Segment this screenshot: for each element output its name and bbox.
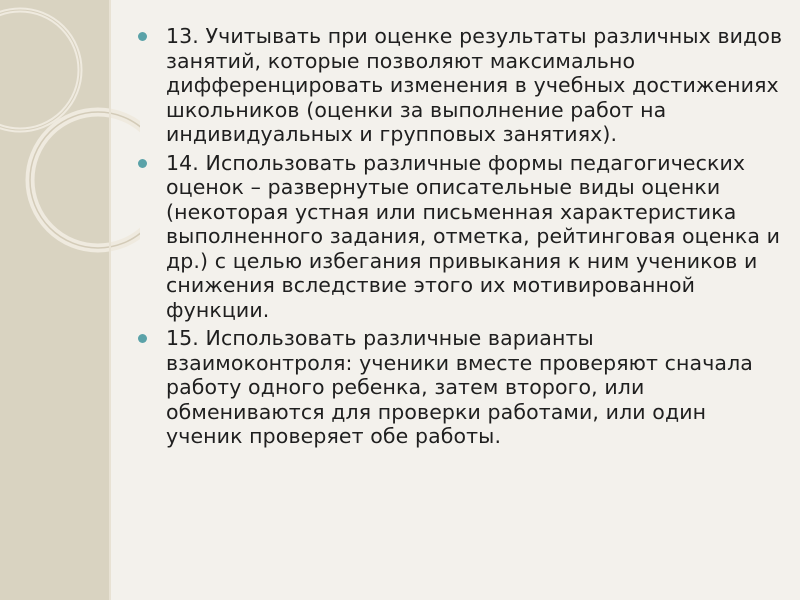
bullet-item-14 <box>136 151 786 323</box>
bullet-item-13 <box>136 24 786 147</box>
bullet-text: 13. Учитывать при оценке результаты различных видов занятий, которые позволяют максимально дифференцировать изменения в учебных достижениях школьников (оценки за выполнение работ на индивидуальных и групповых занятиях). <box>166 24 783 146</box>
bullet-icon <box>138 159 147 168</box>
slide-content <box>136 24 786 453</box>
bullet-icon <box>138 32 147 41</box>
bullet-icon <box>138 334 147 343</box>
ring-ornament-icon <box>0 0 140 600</box>
bullet-text: 15. Использовать различные варианты взаимоконтроля: ученики вместе проверяют сначала работу одного ребенка, затем второго, или обмениваются для проверки работами, или один ученик проверяет обе работы. <box>166 326 753 448</box>
bullet-item-15 <box>136 326 786 449</box>
bullet-text: 14. Использовать различные формы педагогических оценок – развернутые описательные виды оценки (некоторая устная или письменная характеристика выполненного задания, отметка, рейтинговая оценка и др.) с целью избегания привыкания к ним учеников и снижения вследствие этого их мотивированной функции. <box>166 150 781 322</box>
bullet-list <box>136 24 786 449</box>
